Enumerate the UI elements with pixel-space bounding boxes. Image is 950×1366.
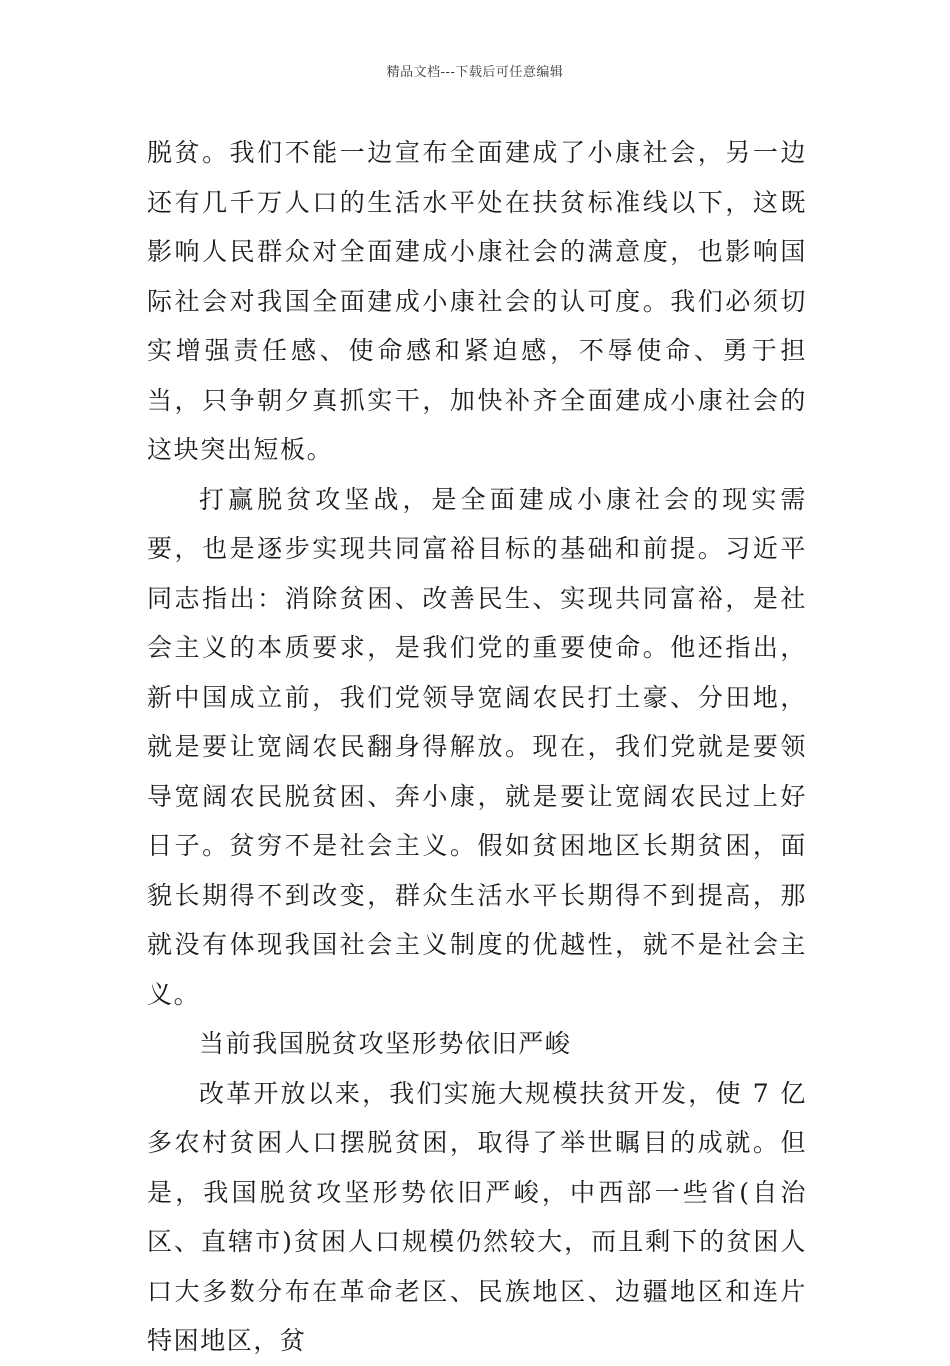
page-header: 精品文档---下载后可任意编辑 xyxy=(386,65,564,80)
paragraph-continuation: 脱贫。我们不能一边宣布全面建成了小康社会，另一边还有几千万人口的生活水平处在扶贫标准线以下，这既影响人民群众对全面建成小康社会的满意度，也影响国际社会对我国全面建成小康社会的认可度。我们必须切实增强责任感、使命感和紧迫感，不辱使命、勇于担当，只争朝夕真抓实干，加快补齐全面建成小康社会的这块突出短板。 xyxy=(147,138,807,464)
paragraph-reform-opening: 改革开放以来，我们实施大规模扶贫开发，使 7 亿多农村贫困人口摆脱贫困，取得了举世瞩目的成就。但是，我国脱贫攻坚形势依旧严峻，中西部一些省(自治区、直辖市)贫困人口规模仍然较大，而且剩下的贫困人口大多数分布在革命老区、民族地区、边疆地区和连片特困地区，贫 xyxy=(147,1078,807,1355)
document-body xyxy=(147,128,807,1366)
paragraph-poverty-battle: 打赢脱贫攻坚战，是全面建成小康社会的现实需要，也是逐步实现共同富裕目标的基础和前提。习近平同志指出：消除贫困、改善民生、实现共同富裕，是社会主义的本质要求，是我们党的重要使命。他还指出，新中国成立前，我们党领导宽阔农民打土豪、分田地，就是要让宽阔农民翻身得解放。现在，我们党就是要领导宽阔农民脱贫困、奔小康，就是要让宽阔农民过上好日子。贫穷不是社会主义。假如贫困地区长期贫困，面貌长期得不到改变，群众生活水平长期得不到提高，那就没有体现我国社会主义制度的优越性，就不是社会主义。 xyxy=(147,484,807,1009)
section-heading: 当前我国脱贫攻坚形势依旧严峻 xyxy=(199,1029,572,1058)
